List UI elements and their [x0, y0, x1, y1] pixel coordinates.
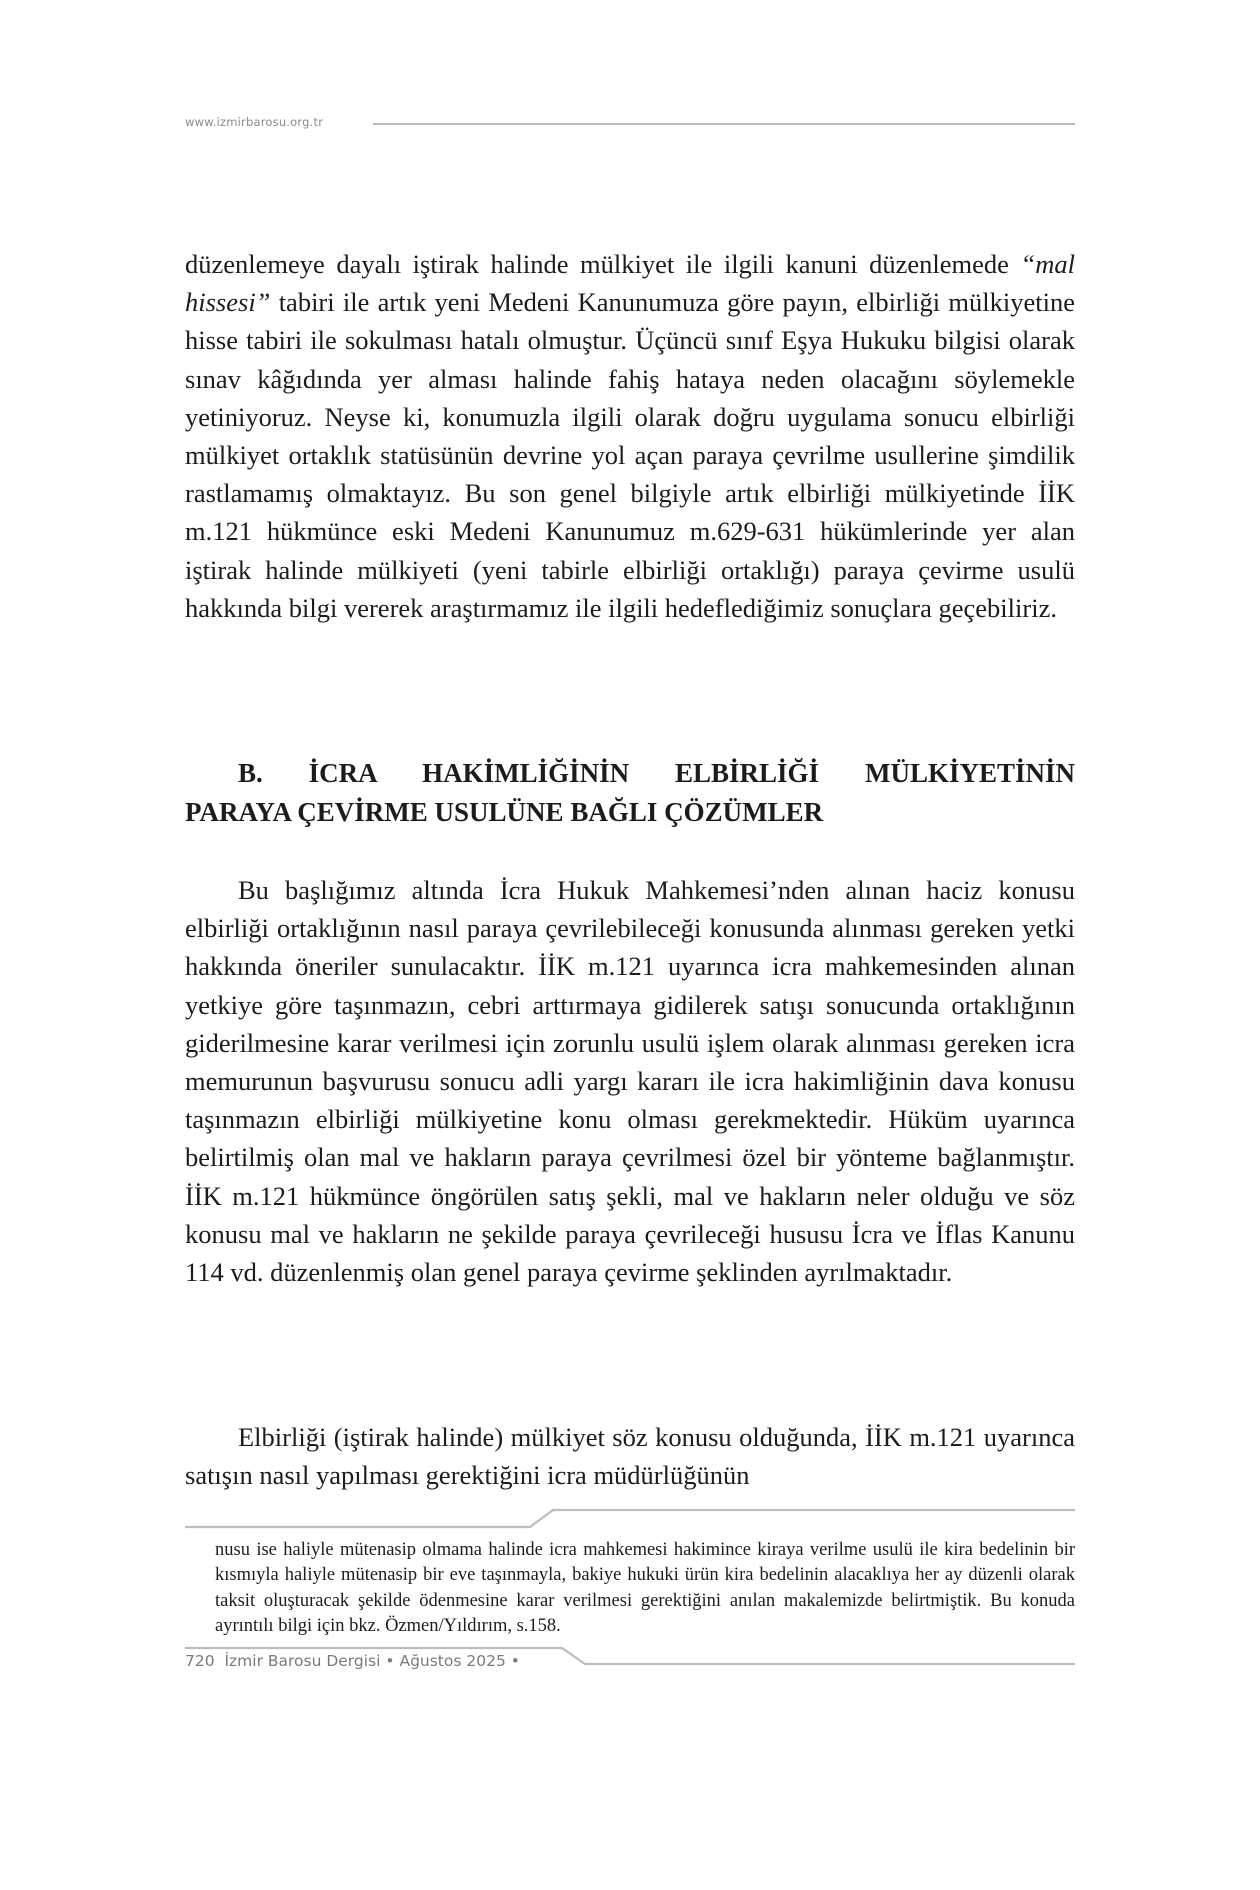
italic-term: “mal hissesi”: [185, 249, 1075, 318]
header-url: www.izmirbarosu.org.tr: [185, 115, 324, 129]
footnote: [215, 1538, 1075, 1639]
section-heading-line1: B. İCRA HAKİMLİĞİNİN ELBİRLİĞİ MÜLKİYETİNİN: [238, 758, 1075, 788]
page-number: 720: [185, 1652, 215, 1670]
page-footer: [185, 1652, 520, 1670]
footnote-text: nusu ise haliyle mütenasip olmama halinde icra mahkemesi hakimince kiraya verilme usulü ile kira bedelinin bir kısmıyla haliyle mütenasip bir eve taşınmayla, bakiye hukuki ürün kira bedelinin alacaklıya her ay düzenli olarak taksit oluşturacak şekilde ödenmesine karar verilmesi gerektiğini anılan makalemizde belirtmiştik. Bu konuda ayrıntılı bilgi için bkz. Özmen/Yıldırım, s.158.: [215, 1540, 1075, 1636]
paragraph-text: düzenlemeye dayalı iştirak halinde mülkiyet ile ilgili kanuni düzenlemede: [185, 249, 1021, 279]
section-heading-line2: PARAYA ÇEVİRME USULÜNE BAĞLI ÇÖZÜMLER: [185, 797, 824, 827]
paragraph-text: Elbirliği (iştirak halinde) mülkiyet söz konusu olduğunda, İİK m.121 uyarınca satışın nasıl yapılması gerektiğini icra müdürlüğünün: [185, 1422, 1075, 1491]
issue-date: Ağustos 2025: [399, 1652, 506, 1670]
separator-dot: •: [385, 1652, 395, 1670]
separator-dot: •: [510, 1652, 520, 1670]
journal-name: İzmir Barosu Dergisi: [224, 1652, 381, 1670]
paragraph-text: Bu başlığımız altında İcra Hukuk Mahkemesi’nden alınan haciz konusu elbirliği ortaklığının nasıl paraya çevrilebileceği konusunda alınması gereken yetki hakkında öneriler sunulacaktır. İİK m.121 uyarınca icra mahkemesinden alınan yetkiye göre taşınmazın, cebri arttırmaya gidilerek satışı sonucunda ortaklığının giderilmesine karar verilmesi için zorunlu usulü işlem olarak alınması gereken icra memurunun başvurusu sonucu adli yargı kararı ile icra hakimliğinin dava konusu taşınmazın elbirliği mülkiyetine konu olması gerekmektedir. Hüküm uyarınca belirtilmiş olan mal ve hakların paraya çevrilmesi özel bir yönteme bağlanmıştır. İİK m.121 hükmünce öngörülen satış şekli, mal ve hakların neler olduğu ve söz konusu mal ve hakların ne şekilde paraya çevrileceği hususu İcra ve İflas Kanunu 114 vd. düzenlenmiş olan genel paraya çevirme şeklinden ayrılmaktadır.: [185, 875, 1075, 1288]
paragraph-text: tabiri ile artık yeni Medeni Kanunumuza göre payın, elbirliği mülkiyetine hisse tabiri ile sokulması hatalı olmuştur. Üçüncü sınıf Eşya Hukuku bilgisi olarak sınav kâğıdında yer alması halinde fahiş hataya neden olacağını söylemekle yetiniyoruz. Neyse ki, konumuzla ilgili olarak doğru uygulama sonucu elbirliği mülkiyet ortaklık statüsünün devrine yol açan paraya çevrilme usullerine şimdilik rastlamamış olmaktayız. Bu son genel bilgiyle artık elbirliği mülkiyetinde İİK m.121 hükmünce eski Medeni Kanunumuz m.629-631 hükümlerinde yer alan iştirak halinde mülkiyeti (yeni tabirle elbirliği ortaklığı) paraya çevirme usulü hakkında bilgi vererek araştırmamız ile ilgili hedeflediğimiz sonuçlara geçebiliriz.: [185, 287, 1075, 623]
